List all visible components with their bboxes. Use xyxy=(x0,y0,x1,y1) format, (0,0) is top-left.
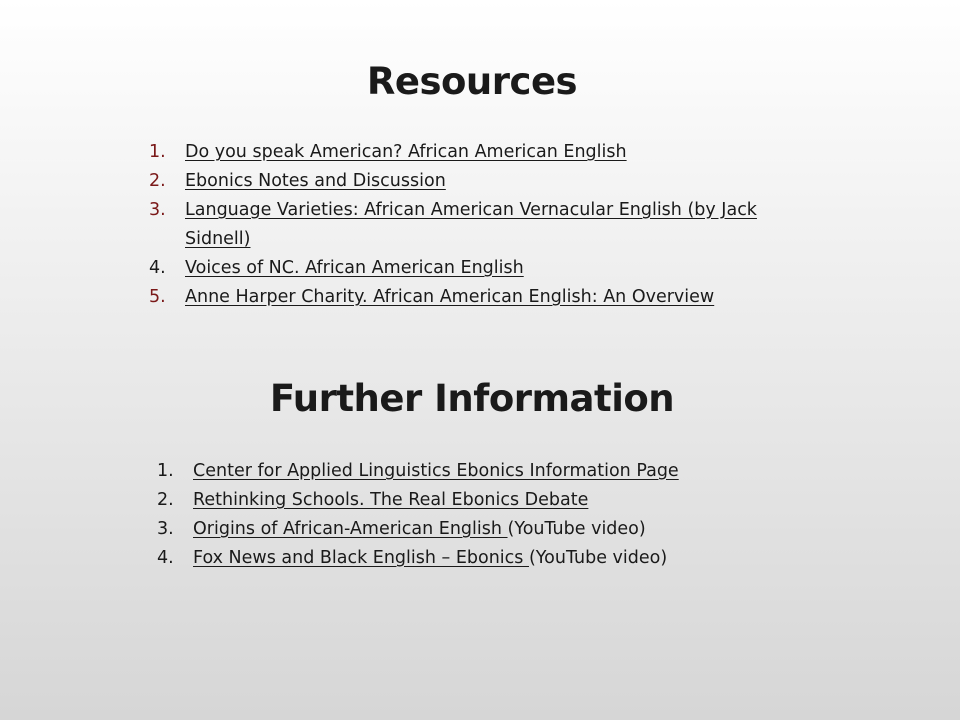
list-item xyxy=(157,457,833,486)
link-suffix: (YouTube video) xyxy=(507,519,646,539)
list-item xyxy=(149,167,825,196)
further-information-list xyxy=(157,457,833,573)
further-information-title: Further Information xyxy=(269,377,675,420)
further-link-fox-news[interactable]: Fox News and Black English – Ebonics xyxy=(193,548,529,568)
list-number: 4. xyxy=(157,548,174,568)
resource-link-dys-american[interactable]: Do you speak American? African American English xyxy=(185,142,627,162)
list-number: 3. xyxy=(149,200,166,220)
resources-title: Resources xyxy=(366,60,578,103)
link-suffix: (YouTube video) xyxy=(528,548,668,568)
resources-list xyxy=(149,138,825,312)
list-item xyxy=(149,283,825,312)
list-number: 2. xyxy=(157,490,174,510)
resource-link-ebonics-notes[interactable]: Ebonics Notes and Discussion xyxy=(185,171,446,191)
list-number: 2. xyxy=(149,171,166,191)
resource-link-anne-harper-charity[interactable]: Anne Harper Charity. African American English: An Overview xyxy=(185,287,715,307)
list-number: 1. xyxy=(149,142,166,162)
further-link-origins-aae[interactable]: Origins of African-American English xyxy=(193,519,508,539)
list-item xyxy=(149,254,825,283)
list-number: 4. xyxy=(149,258,166,278)
further-link-cal-ebonics[interactable]: Center for Applied Linguistics Ebonics Information Page xyxy=(193,461,679,481)
list-item xyxy=(157,486,833,515)
list-item xyxy=(149,138,825,167)
further-link-rethinking-schools[interactable]: Rethinking Schools. The Real Ebonics Debate xyxy=(193,490,589,510)
list-number: 5. xyxy=(149,287,166,307)
list-item xyxy=(157,544,833,573)
list-number: 3. xyxy=(157,519,174,539)
list-item xyxy=(157,515,833,544)
list-number: 1. xyxy=(157,461,174,481)
resource-link-voices-nc[interactable]: Voices of NC. African American English xyxy=(185,258,524,278)
resource-link-language-varieties[interactable]: Language Varieties: African American Vernacular English (by Jack Sidnell) xyxy=(185,200,757,249)
list-item xyxy=(149,196,825,254)
